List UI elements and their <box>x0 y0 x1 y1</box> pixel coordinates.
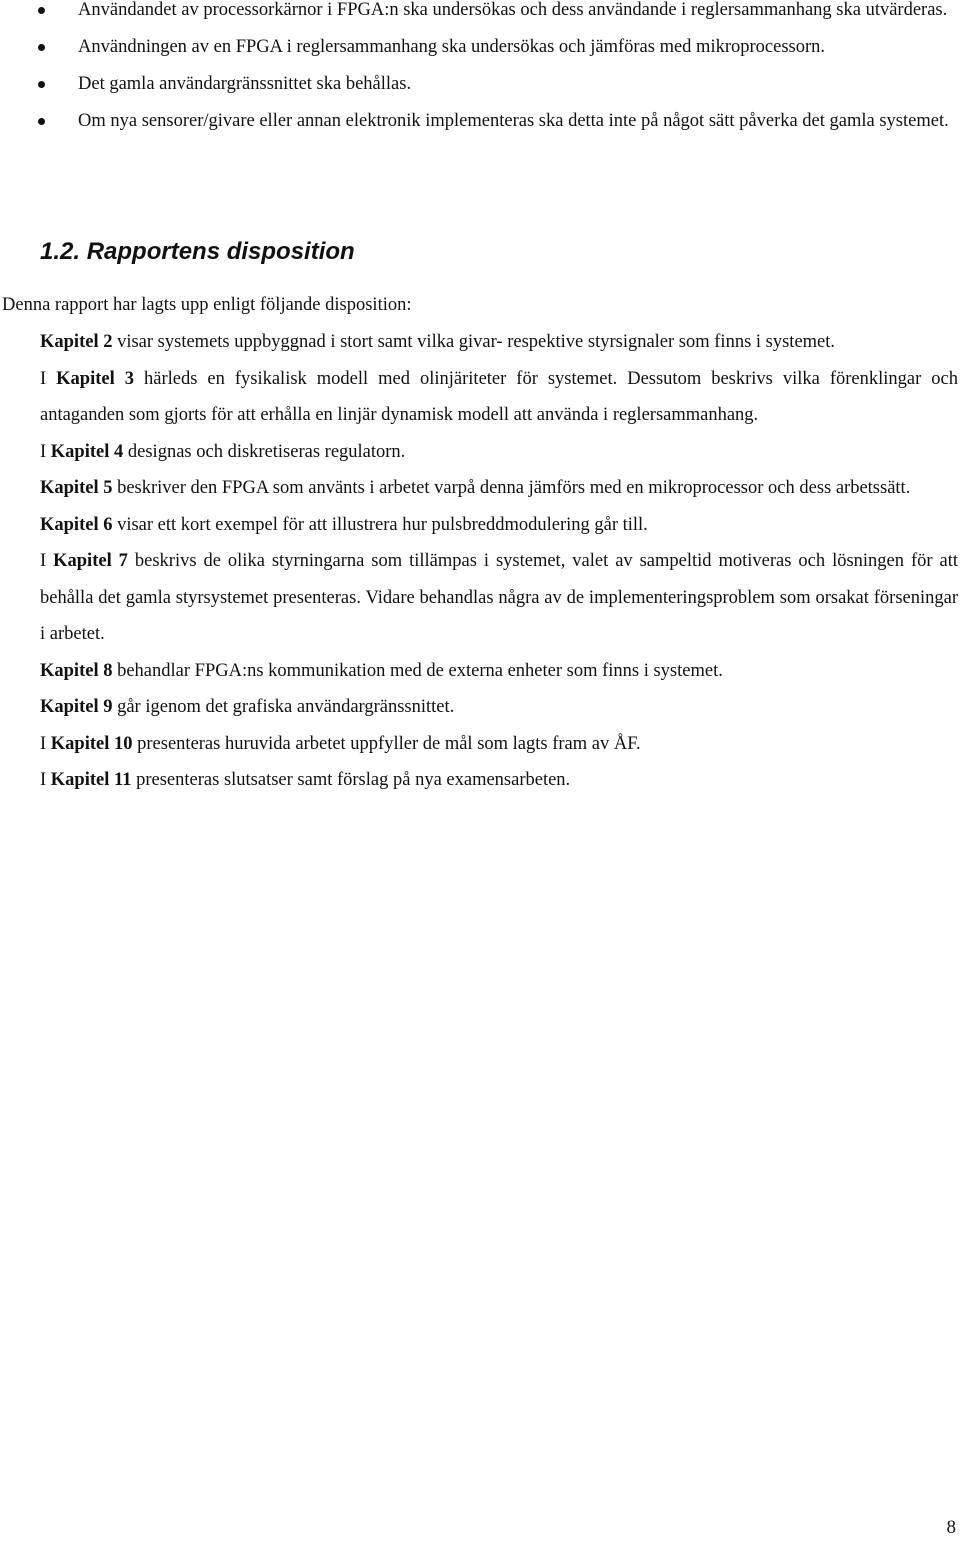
page-number: 8 <box>946 1517 956 1538</box>
chapter-keyword: Kapitel 11 <box>50 770 132 790</box>
bullet-icon <box>38 44 45 51</box>
bullet-text: Det gamla användargränssnittet ska behållas. <box>78 74 412 94</box>
bullet-icon <box>38 118 45 125</box>
chapter-list <box>40 324 958 799</box>
chapter-paragraph: I Kapitel 4 designas och diskretiseras regulatorn. <box>40 441 406 462</box>
chapter-paragraph: I Kapitel 7 beskrivs de olika styrningarna som tillämpas i systemet, valet av sampeltid motiveras och lösningen för att behålla det gamla styrsystemet presenteras. Vidare behandlas några av de implementeringsproblem som orsakat förseningar i arbetet. <box>40 551 958 644</box>
chapter-keyword: Kapitel 8 <box>40 660 113 681</box>
chapter-paragraph: I Kapitel 3 härleds en fysikalisk modell med olinjäriteter för systemet. Dessutom beskrivs vilka förenklingar och antaganden som gjorts för att erhålla en linjär dynamisk modell att använda i reglersammanhang. <box>40 368 958 425</box>
chapter-keyword: Kapitel 2 <box>40 332 113 352</box>
chapter-keyword: Kapitel 3 <box>56 368 134 389</box>
chapter-paragraph: Kapitel 2 visar systemets uppbyggnad i stort samt vilka givar- respektive styrsignaler som finns i systemet. <box>40 332 836 352</box>
chapter-paragraph: Kapitel 9 går igenom det grafiska användargränssnittet. <box>40 697 455 717</box>
chapter-keyword: Kapitel 7 <box>53 551 128 571</box>
section-intro: Denna rapport har lagts upp enligt följande disposition: <box>2 295 412 315</box>
chapter-keyword: Kapitel 5 <box>40 478 113 498</box>
bullet-item <box>0 66 960 103</box>
chapter-keyword: Kapitel 4 <box>50 441 124 462</box>
bullet-text: Om nya sensorer/givare eller annan elektronik implementeras ska detta inte på något sätt påverka det gamla systemet. <box>78 111 949 131</box>
bullet-text: Användandet av processorkärnor i FPGA:n ska undersökas och dess användande i reglersammanhang ska utvärderas. <box>78 0 948 20</box>
bullet-item <box>0 0 960 29</box>
bullet-icon <box>38 7 45 14</box>
chapter-paragraph: I Kapitel 11 presenteras slutsatser samt förslag på nya examensarbeten. <box>40 770 571 790</box>
chapter-paragraph: Kapitel 8 behandlar FPGA:ns kommunikation med de externa enheter som finns i systemet. <box>40 660 723 681</box>
chapter-keyword: Kapitel 6 <box>40 514 113 535</box>
chapter-paragraph: Kapitel 5 beskriver den FPGA som använts i arbetet varpå denna jämförs med en mikroprocessor och dess arbetssätt. <box>40 478 911 498</box>
chapter-paragraph: Kapitel 6 visar ett kort exempel för att illustrera hur pulsbreddmodulering går till. <box>40 514 648 535</box>
section-heading: 1.2. Rapportens disposition <box>40 238 355 265</box>
bullet-item <box>0 103 960 140</box>
bullet-item <box>0 29 960 66</box>
chapter-keyword: Kapitel 9 <box>40 697 113 717</box>
bullet-icon <box>38 81 45 88</box>
bullet-text: Användningen av en FPGA i reglersammanhang ska undersökas och jämföras med mikroprocessorn. <box>78 37 826 57</box>
requirements-bullet-list <box>0 0 960 140</box>
chapter-paragraph: I Kapitel 10 presenteras huruvida arbetet uppfyller de mål som lagts fram av ÅF. <box>40 733 641 754</box>
chapter-keyword: Kapitel 10 <box>50 733 133 754</box>
